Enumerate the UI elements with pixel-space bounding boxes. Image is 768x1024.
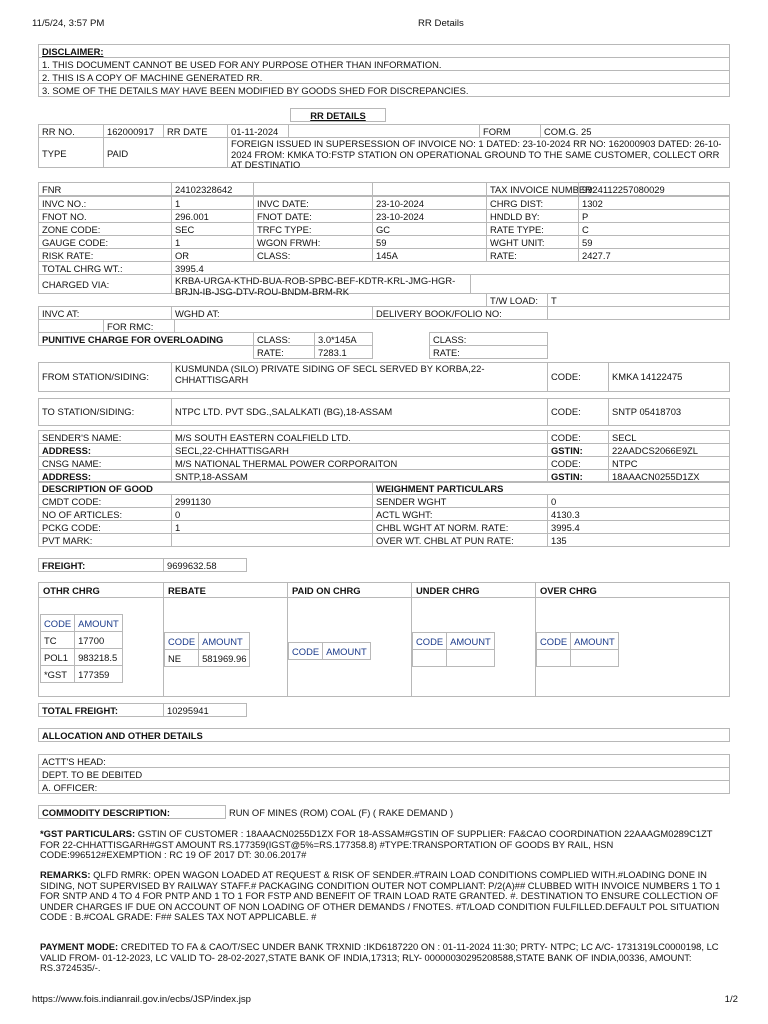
freight-value: 9699632.58 bbox=[163, 558, 247, 572]
sender-address-value: SECL,22-CHHATTISGARH bbox=[171, 443, 548, 457]
tax-invoice-value: 9924112257080029 bbox=[578, 182, 730, 196]
pckg-code-value: 1 bbox=[171, 520, 373, 534]
table-row bbox=[41, 632, 123, 649]
rr-no-label: RR NO. bbox=[38, 124, 104, 138]
punitive-class-value: 3.0*145A bbox=[314, 332, 373, 346]
paid-on-chrg-table bbox=[288, 642, 371, 660]
class-label: CLASS: bbox=[253, 248, 373, 262]
pvt-mark-label: PVT MARK: bbox=[38, 533, 172, 547]
under-chrg-table bbox=[412, 632, 495, 667]
gauge-code-value: 1 bbox=[171, 235, 254, 249]
form-value: COM.G. 25 bbox=[540, 124, 730, 138]
invc-date-label: INVC DATE: bbox=[253, 196, 373, 210]
cnsg-address-label: ADDRESS: bbox=[38, 469, 172, 483]
othr-amount-header: AMOUNT bbox=[75, 615, 123, 632]
commodity-value: RUN OF MINES (ROM) COAL (F) ( RAKE DEMAND ) bbox=[229, 807, 454, 818]
rate-label: RATE: bbox=[486, 248, 579, 262]
chrg-dist-value: 1302 bbox=[578, 196, 730, 210]
from-code-label: CODE: bbox=[547, 362, 609, 392]
gst-particulars-label: *GST PARTICULARS: bbox=[40, 828, 136, 839]
disclaimer-line-2: 2. THIS IS A COPY OF MACHINE GENERATED RR. bbox=[38, 70, 730, 84]
punitive-class2-label: CLASS: bbox=[429, 332, 548, 346]
tw-load-label: T/W LOAD: bbox=[486, 293, 548, 307]
print-title: RR Details bbox=[418, 18, 464, 29]
sender-name-label: SENDER'S NAME: bbox=[38, 430, 172, 444]
under-code-empty bbox=[413, 650, 447, 667]
to-station-label: TO STATION/SIDING: bbox=[38, 398, 172, 426]
actt-head-label: ACTT'S HEAD: bbox=[38, 754, 730, 768]
under-chrg-title: UNDER CHRG bbox=[416, 585, 480, 596]
wgon-frwh-value: 59 bbox=[372, 235, 487, 249]
commodity-label: COMMODITY DESCRIPTION: bbox=[38, 805, 226, 819]
rr-remark: FOREIGN ISSUED IN SUPERSESSION OF INVOICE NO: 1 DATED: 23-10-2024 RR NO: 162000903 DATED: 26-10-2024 FROM: KMKA TO:FSTP STATION ON OPERATIONAL GROUND TO THE SAME CUSTOMER, COLLECT ORR AT DESTINATIO bbox=[227, 137, 730, 168]
disclaimer-line-3: 3. SOME OF THE DETAILS MAY HAVE BEEN MODIFIED BY GOODS SHED FOR DISCREPANCIES. bbox=[38, 83, 730, 97]
over-amount-header: AMOUNT bbox=[571, 633, 619, 650]
cnsg-code-label: CODE: bbox=[547, 456, 609, 470]
rebate-title: REBATE bbox=[168, 585, 206, 596]
rate-value: 2427.7 bbox=[578, 248, 730, 262]
hndld-by-label: HNDLD BY: bbox=[486, 209, 579, 223]
sender-gstin-value: 22AADCS2066E9ZL bbox=[608, 443, 730, 457]
form-label: FORM bbox=[479, 124, 541, 138]
from-code-value: KMKA 14122475 bbox=[608, 362, 730, 392]
punitive-rate2-label: RATE: bbox=[429, 345, 548, 359]
cmdt-code-value: 2991130 bbox=[171, 494, 373, 508]
tax-invoice-label: TAX INVOICE NUMBER: bbox=[486, 182, 579, 196]
othr-amount: 17700 bbox=[75, 632, 123, 649]
invc-date-value: 23-10-2024 bbox=[372, 196, 487, 210]
disclaimer-line-1: 1. THIS DOCUMENT CANNOT BE USED FOR ANY PURPOSE OTHER THAN INFORMATION. bbox=[38, 57, 730, 71]
from-station-value: KUSMUNDA (SILO) PRIVATE SIDING OF SECL SERVED BY KORBA,22-CHHATTISGARH bbox=[171, 362, 548, 392]
rebate-code-header: CODE bbox=[165, 633, 199, 650]
wghd-at-label: WGHD AT: bbox=[171, 306, 373, 320]
pvt-mark-value bbox=[171, 533, 373, 547]
wgon-frwh-label: WGON FRWH: bbox=[253, 235, 373, 249]
punitive-rate-label: RATE: bbox=[253, 345, 315, 359]
risk-rate-value: OR bbox=[171, 248, 254, 262]
fnr-blank-1 bbox=[253, 182, 373, 196]
payment-mode bbox=[40, 942, 732, 974]
table-row bbox=[41, 649, 123, 666]
charged-via-label: CHARGED VIA: bbox=[38, 274, 172, 294]
cnsg-gstin-label: GSTIN: bbox=[547, 469, 609, 483]
paid-on-chrg-title: PAID ON CHRG bbox=[292, 585, 361, 596]
print-footer bbox=[32, 994, 738, 1006]
othr-code: *GST bbox=[41, 666, 75, 683]
sender-name-value: M/S SOUTH EASTERN COALFIELD LTD. bbox=[171, 430, 548, 444]
page-url: https://www.fois.indianrail.gov.in/ecbs/JSP/index.jsp bbox=[32, 994, 251, 1005]
actl-wght-value: 4130.3 bbox=[547, 507, 730, 521]
total-chrg-wt-label: TOTAL CHRG WT.: bbox=[38, 261, 172, 275]
table-row bbox=[41, 666, 123, 683]
fnr-value: 24102328642 bbox=[171, 182, 254, 196]
chbl-norm-value: 3995.4 bbox=[547, 520, 730, 534]
trfc-type-value: GC bbox=[372, 222, 487, 236]
punitive-rate-value: 7283.1 bbox=[314, 345, 373, 359]
cmdt-code-label: CMDT CODE: bbox=[38, 494, 172, 508]
over-wt-label: OVER WT. CHBL AT PUN RATE: bbox=[372, 533, 548, 547]
fnot-no-label: FNOT NO. bbox=[38, 209, 172, 223]
gauge-code-label: GAUGE CODE: bbox=[38, 235, 172, 249]
fnot-no-value: 296.001 bbox=[171, 209, 254, 223]
fnot-date-value: 23-10-2024 bbox=[372, 209, 487, 223]
trfc-type-label: TRFC TYPE: bbox=[253, 222, 373, 236]
invc-no-label: INVC NO.: bbox=[38, 196, 172, 210]
rr-date-label: RR DATE bbox=[163, 124, 228, 138]
cnsg-name-label: CNSG NAME: bbox=[38, 456, 172, 470]
charges-block bbox=[38, 582, 730, 697]
wght-unit-value: 59 bbox=[578, 235, 730, 249]
rate-type-label: RATE TYPE: bbox=[486, 222, 579, 236]
articles-label: NO OF ARTICLES: bbox=[38, 507, 172, 521]
actl-wght-label: ACTL WGHT: bbox=[372, 507, 548, 521]
under-amount-header: AMOUNT bbox=[447, 633, 495, 650]
table-row bbox=[413, 650, 495, 667]
invc-at-label: INVC AT: bbox=[38, 306, 172, 320]
rebate-amount: 581969.96 bbox=[199, 650, 250, 667]
rate-type-value: C bbox=[578, 222, 730, 236]
risk-rate-label: RISK RATE: bbox=[38, 248, 172, 262]
tw-load-value: T bbox=[547, 293, 730, 307]
to-code-value: SNTP 05418703 bbox=[608, 398, 730, 426]
a-officer-label: A. OFFICER: bbox=[38, 780, 730, 794]
under-amount-empty bbox=[447, 650, 495, 667]
othr-amount: 177359 bbox=[75, 666, 123, 683]
zone-code-label: ZONE CODE: bbox=[38, 222, 172, 236]
sender-code-value: SECL bbox=[608, 430, 730, 444]
othr-amount: 983218.5 bbox=[75, 649, 123, 666]
table-row bbox=[165, 650, 250, 667]
gst-particulars bbox=[40, 829, 730, 861]
sender-wght-label: SENDER WGHT bbox=[372, 494, 548, 508]
othr-code: POL1 bbox=[41, 649, 75, 666]
over-chrg-table bbox=[536, 632, 619, 667]
over-code-empty bbox=[537, 650, 571, 667]
class-value: 145A bbox=[372, 248, 487, 262]
print-datetime: 11/5/24, 3:57 PM bbox=[32, 18, 105, 29]
othr-chrg-table bbox=[40, 614, 123, 683]
wght-unit-label: WGHT UNIT: bbox=[486, 235, 579, 249]
description-of-good-title: DESCRIPTION OF GOOD bbox=[38, 481, 373, 495]
to-code-label: CODE: bbox=[547, 398, 609, 426]
over-wt-value: 135 bbox=[547, 533, 730, 547]
articles-value: 0 bbox=[171, 507, 373, 521]
delivery-book-label: DELIVERY BOOK/FOLIO NO: bbox=[372, 306, 548, 320]
disclaimer-title: DISCLAIMER: bbox=[38, 44, 730, 58]
under-code-header: CODE bbox=[413, 633, 447, 650]
over-amount-empty bbox=[571, 650, 619, 667]
hndld-by-value: P bbox=[578, 209, 730, 223]
paid-amount-header: AMOUNT bbox=[323, 643, 371, 660]
cnsg-code-value: NTPC bbox=[608, 456, 730, 470]
payment-mode-text: CREDITED TO FA & CAO/T/SEC UNDER BANK TRXNID :IKD6187220 ON : 01-11-2024 11:30; PRTY- NTPC; LC A/C- 1731319LC0000198, LC VALID FROM- 01-12-2023, LC VALID TO- 28-02-2027,STATE BANK OF INDIA,17313; RLY- 00000030295208588,STATE BANK OF INDIA,00336, AMOUNT: RS.3724535/-. bbox=[40, 941, 719, 973]
table-row bbox=[537, 650, 619, 667]
charged-via-blank bbox=[470, 274, 730, 294]
total-freight-value: 10295941 bbox=[163, 703, 247, 717]
sender-address-label: ADDRESS: bbox=[38, 443, 172, 457]
paid-code-header: CODE bbox=[289, 643, 323, 660]
cnsg-name-value: M/S NATIONAL THERMAL POWER CORPORAITON bbox=[171, 456, 548, 470]
chbl-norm-label: CHBL WGHT AT NORM. RATE: bbox=[372, 520, 548, 534]
page-number: 1/2 bbox=[724, 994, 738, 1005]
zone-code-value: SEC bbox=[171, 222, 254, 236]
charged-via-value: KRBA-URGA-KTHD-BUA-ROB-SPBC-BEF-KDTR-KRL-JMG-HGR-BRJN-IB-JSG-DTV-ROU-BNDM-BRM-RK bbox=[171, 274, 471, 294]
sender-wght-value: 0 bbox=[547, 494, 730, 508]
allocation-title: ALLOCATION AND OTHER DETAILS bbox=[38, 728, 730, 742]
weighment-particulars-title: WEIGHMENT PARTICULARS bbox=[372, 481, 730, 495]
othr-code: TC bbox=[41, 632, 75, 649]
freight-label: FREIGHT: bbox=[38, 558, 164, 572]
othr-chrg-title: OTHR CHRG bbox=[43, 585, 100, 596]
rebate-code: NE bbox=[165, 650, 199, 667]
rebate-table bbox=[164, 632, 250, 667]
delivery-book-value bbox=[547, 306, 730, 320]
type-value: PAID bbox=[103, 137, 228, 168]
remarks bbox=[40, 870, 732, 923]
invc-no-value: 1 bbox=[171, 196, 254, 210]
charges-divider-2 bbox=[287, 583, 288, 696]
for-rmc-blank bbox=[38, 319, 104, 333]
remarks-text: QLFD RMRK: OPEN WAGON LOADED AT REQUEST & RISK OF SENDER.#TRAIN LOAD CONDITIONS COMPLIED WITH.#LOADING DONE IN SIDING, NOT SUPERVISED BY RAILWAY STAFF.# PACKAGING CONDITION OUTER NOT COMPLIANT: P/2(A)## CLUBBED WITH INVOICE NUMBERS 1 TO 1 FOR SNTP AND 4 TO 4 FOR PNTP AND 1 TO 1 FOR FSTP AND BENEFIT OF TRAIN LOAD RATE GRANTED. #. DESTINATION TO ENSURE COLLECTION OF UNDER CHARGES IF DUE ON ACCOUNT OF NON LOADING OF OTHER DEMANDS / FNOTES. #T/LOAD CONDITION FULFILLED.DEFAULT POL SITUATION CODE : B.#COAL GRADE: F## SALES TAX NOT APPLICABLE. # bbox=[40, 869, 721, 922]
to-station-value: NTPC LTD. PVT SDG.,SALALKATI (BG),18-ASSAM bbox=[171, 398, 548, 426]
type-label: TYPE bbox=[38, 137, 104, 168]
fnot-date-label: FNOT DATE: bbox=[253, 209, 373, 223]
total-freight-label: TOTAL FREIGHT: bbox=[38, 703, 164, 717]
chrg-dist-label: CHRG DIST: bbox=[486, 196, 579, 210]
remarks-label: REMARKS: bbox=[40, 869, 91, 880]
rr-date-value: 01-11-2024 bbox=[227, 124, 289, 138]
gst-particulars-text: GSTIN OF CUSTOMER : 18AAACN0255D1ZX FOR 18-ASSAM#GSTIN OF SUPPLIER: FA&CAO COORDINATION 22AAAGM0289C1ZT FOR 22-CHHATTISGARH#GST AMOUNT RS.177359(IGST@5%=RS.177358.8) #TYPE:TRANSPORTATION OF GOODS BY RAIL, HSN CODE:996512#EXEMPTION : RC 19 OF 2017 DT: 30.06.2017# bbox=[40, 828, 713, 860]
rebate-amount-header: AMOUNT bbox=[199, 633, 250, 650]
rr-no-value: 162000917 bbox=[103, 124, 164, 138]
cnsg-gstin-value: 18AAACN0255D1ZX bbox=[608, 469, 730, 483]
from-station-label: FROM STATION/SIDING: bbox=[38, 362, 172, 392]
charges-header-rule bbox=[39, 597, 729, 598]
punitive-charge-label: PUNITIVE CHARGE FOR OVERLOADING bbox=[38, 332, 254, 346]
for-rmc-label: FOR RMC: bbox=[103, 319, 175, 333]
sender-code-label: CODE: bbox=[547, 430, 609, 444]
rr-details-heading: RR DETAILS bbox=[290, 108, 386, 122]
payment-mode-label: PAYMENT MODE: bbox=[40, 941, 119, 952]
punitive-class-label: CLASS: bbox=[253, 332, 315, 346]
fnr-label: FNR bbox=[38, 182, 172, 196]
dept-debited-label: DEPT. TO BE DEBITED bbox=[38, 767, 730, 781]
fnr-blank-2 bbox=[372, 182, 487, 196]
othr-code-header: CODE bbox=[41, 615, 75, 632]
print-header bbox=[32, 18, 738, 30]
over-code-header: CODE bbox=[537, 633, 571, 650]
total-chrg-wt-value: 3995.4 bbox=[171, 261, 730, 275]
cnsg-address-value: SNTP,18-ASSAM bbox=[171, 469, 548, 483]
sender-gstin-label: GSTIN: bbox=[547, 443, 609, 457]
rr-blank-cell bbox=[288, 124, 480, 138]
over-chrg-title: OVER CHRG bbox=[540, 585, 597, 596]
pckg-code-label: PCKG CODE: bbox=[38, 520, 172, 534]
